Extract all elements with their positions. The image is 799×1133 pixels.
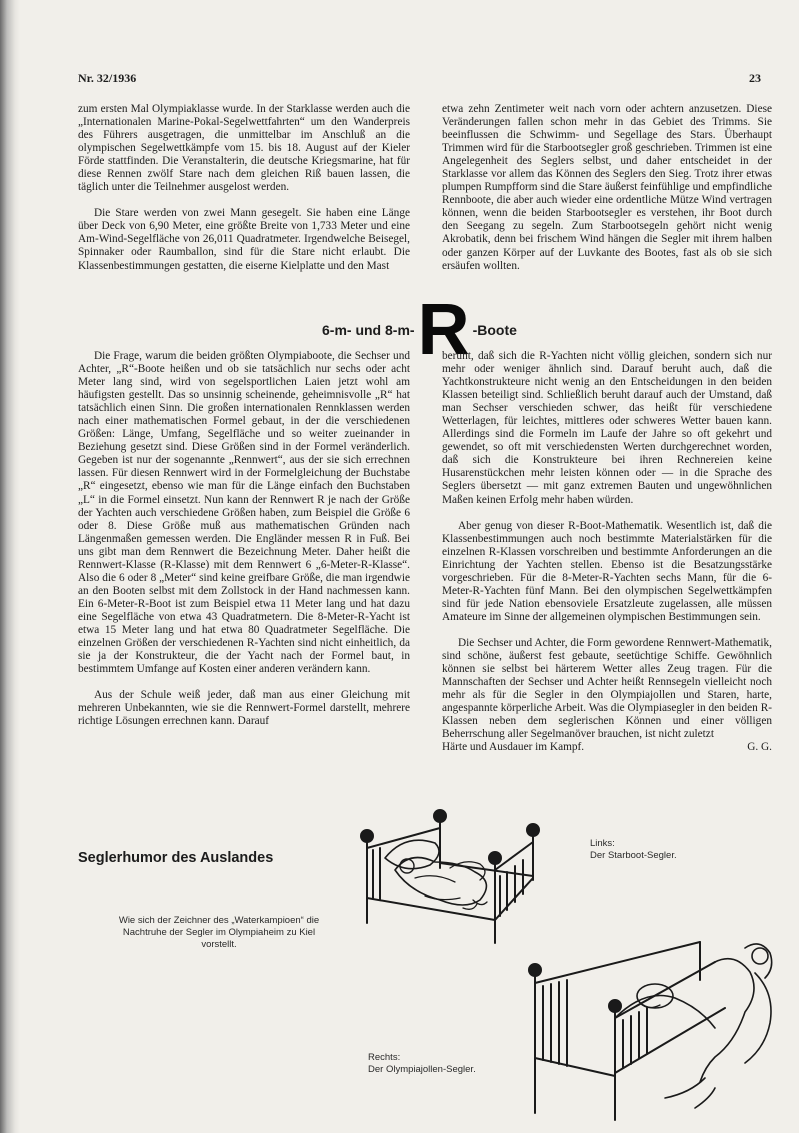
top-column-left — [78, 103, 410, 273]
issue-number: Nr. 32/1936 — [78, 71, 137, 85]
caption-line: vorstellt. — [201, 939, 237, 950]
paragraph: zum ersten Mal Olympiaklasse wurde. In der Starklasse werden auch die „Internationalen Marine-Pokal-Segelwettfahrten“ um den Wanderpreis des Führers ausgetragen, die unmittelbar im Anschluß an die olympischen Segelwettkämpfe vom 15. bis 18. August auf der Kieler Förde stattfinden. Die Veranstalterin, die deutsche Kriegsmarine, hat für diese Rennen zwölf Stare nach dem gleichen Riß bauen lassen, die täglich unter die Teilnehmer ausgelost werden. — [78, 103, 410, 194]
paragraph: Aber genug von dieser R-Boot-Mathematik. Wesentlich ist, daß die Klassenbestimmungen auch noch bestimmte Materialstärken für die einzelnen R-Klassen vorschreiben und bestimmte Anforderungen an die Einrichtung der Yachten stellen. Ebenso ist die Besatzungsstärke vorgeschrieben. Für die 8-Meter-R-Yachten sechs Mann, für die 6-Meter-R-Yachten fünf Mann. Bei den olympischen Segelwettkämpfen sind für jede Nation ebensoviele Ersatzleute zugelassen, alle müssen Amateure im Sinne der allgemeinen olympischen Bestimmungen sein. — [442, 519, 772, 623]
paragraph: Die Frage, warum die beiden größten Olympiaboote, die Sechser und Achter, „R“-Boote heißen und ob sie tatsächlich nur sechs oder acht Meter lang sind, wird von segelsportlichen Laien jetzt wohl am häufigsten gestellt. Das so unsinnig scheinende, geheimnisvolle „R“ hat tatsächlich einen Sinn. Die großen internationalen Rennklassen werden nach einer mathematischen Formel gebaut, in der die verschiedenen Größen: Länge, Umfang, Segelfläche und so weiter zueinander in Beziehung gesetzt sind. Diese Größen sind in der Formel veränderlich. Gegeben ist nur der sogenannte „Rennwert“, aus der sie sich errechnen lassen. Für diesen Rennwert wird in der Formelgleichung der Buchstabe „R“ eingesetzt, ebenso wie man für die Länge einfach den Buchstaben „L“ in die Formel einsetzt. Nun kann der Rennwert R je nach der Größe der Yachten auch verschiedene Größen haben, zum Beispiel die Größe 6 oder 8. Diese Größe muß aus mathematischen Gründen nach Längenmaßen gemessen werden. Die Engländer messen R in Fuß. Bei uns gibt man dem Rennwert die Bezeichnung Meter. Daher heißt die Rennwert-Klasse (R-Klasse) mit dem Rennwert 6 „6-Meter-R-Klasse“. Also die 6 oder 8 „Meter“ sind keine greifbare Größe, die man irgendwie an den Booten selbst mit dem Zollstock in der Hand nachmessen kann. Ein 6-Meter-R-Boot ist zum Beispiel etwa 11 Meter lang und hat dazu eine Segelfläche von etwa 43 Quadratmetern. Die 8-Meter-R-Yacht ist etwa 15 Meter lang und hat etwa 80 Quadratmeter Segelfläche. Die einzelnen Größen der verschiedenen R-Yachten sind nicht einheitlich, da sie ja der Konstrukteur, die der Yacht nach der Formel baut, in bestimmtem Umfange auf Kosten einer anderen verändern kann. — [78, 350, 410, 676]
right-drawing-caption — [368, 1052, 476, 1076]
caption-line: Nachtruhe der Segler im Olympiaheim zu Kiel — [122, 927, 316, 938]
paragraph: beruht, daß sich die R-Yachten nicht völlig gleichen, sondern sich nur mehr oder weniger ähnlich sind. Darauf beruht auch, daß die Yachtkonstrukteure nicht wenig an den Entscheidungen in den beiden Klassen beteiligt sind. Schließlich beruht darauf auch der Umstand, daß man Sechser verschieden schwer, das heißt für verschiedene Wetterlagen, für leichtes, mittleres oder schweres Wetter bauen kann. Allerdings sind die Formeln im Laufe der Jahre so oft gekehrt und gewendet, so oft mit verschiedensten Werten durchgerechnet worden, daß sich die Konstrukteure bei ihren Rechnereien keine Husarenstückchen mehr leisten können oder — in die Sprache des Seglers übersetzt — mit ganz extremen Bauten und ungewöhnlichen Maßen keinen Erfolg mehr haben würden. — [442, 350, 772, 506]
top-column-right — [442, 103, 772, 273]
closing-line — [442, 741, 772, 754]
left-drawing-caption — [590, 838, 677, 862]
caption-line: Wie sich der Zeichner des „Waterkampioen“ die — [118, 915, 320, 926]
humor-caption — [78, 915, 360, 951]
author-signature: G. G. — [747, 741, 772, 754]
caption-label: Rechts: — [368, 1052, 401, 1063]
heading-letter: R — [417, 290, 470, 370]
binding-edge — [0, 0, 20, 1133]
caption-label: Links: — [590, 838, 615, 849]
paragraph: etwa zehn Zentimeter weit nach vorn oder achtern anzusetzen. Diese Veränderungen fallen schon mehr in das Gebiet des Trimms. Sie beeinflussen die Schwimm- und Segellage des Stars. Überhaupt Trimmen wird für die Starbootsegler groß geschrieben. Trimmen ist eine Angelegenheit des Seglers selbst, und daher entscheidet in der Starklasse vor allem das Können des Seglers den Sieg. Trotz ihrer etwas plumpen Rumpfform sind die Stare äußerst feinfühlige und empfindliche Rennboote, die aber auch wieder eine ordentliche Mütze Wind vertragen können, wenn die beiden Starbootsegler es verstehen, ihr Boot durch den Seegang zu segeln. Zum Starbootsegeln gehört nicht wenig Akrobatik, denn bei frischem Wind hängen die Segler mit ihrem halben oder ganzen Körper auf der Luvkante des Bootes, fast als ob sie sich ersäufen wollten. — [442, 103, 772, 272]
starboat-sailor-bed-drawing — [355, 808, 585, 948]
caption-text: Der Starboot-Segler. — [590, 850, 677, 861]
heading-suffix: -Boote — [472, 322, 517, 338]
humor-section-title: Seglerhumor des Auslandes — [78, 850, 274, 866]
article-column-left — [78, 350, 410, 728]
paragraph: Aus der Schule weiß jeder, daß man aus einer Gleichung mit mehreren Unbekannten, wie sie die Rennwert-Formel darstellt, mehrere richtige Lösungen errechnen kann. Darauf — [78, 689, 410, 728]
closing-text: Härte und Ausdauer im Kampf. — [442, 741, 585, 754]
paragraph: Die Sechser und Achter, die Form gewordene Rennwert-Mathematik, sind schöne, äußerst fest gebaute, seetüchtige Schiffe. Gewöhnlich können sie selbst bei härterem Wetter alles Zeug tragen. Für die Mannschaften der Sechser und Achter heißt Rennsegeln vielleicht noch mehr als für die Segler in den Olympiajollen und Staren, harte, angespannte körperliche Arbeit. Was die Olympiasegler in den beiden R-Klassen neben dem seglerischen Können und einer völligen Beherrschung aller Segelmanöver brauchen, ist nicht zuletzt — [442, 636, 772, 741]
article-column-right — [442, 350, 772, 754]
paragraph: Die Stare werden von zwei Mann gesegelt. Sie haben eine Länge über Deck von 6,90 Meter, eine größte Breite von 1,733 Meter und eine Am-Wind-Segelfläche von 26,011 Quadratmeter. Irgendwelche Beisegel, Spinnaker oder Raumballon, sind für die Stare nicht erlaubt. Die Klassenbestimmungen gestatten, die eiserne Kielplatte und den Mast — [78, 207, 410, 272]
olympic-dinghy-sailor-bed-drawing — [515, 928, 795, 1123]
page-number: 23 — [749, 71, 761, 85]
caption-text: Der Olympiajollen-Segler. — [368, 1064, 476, 1075]
heading-prefix: 6-m- und 8-m- — [322, 322, 415, 338]
